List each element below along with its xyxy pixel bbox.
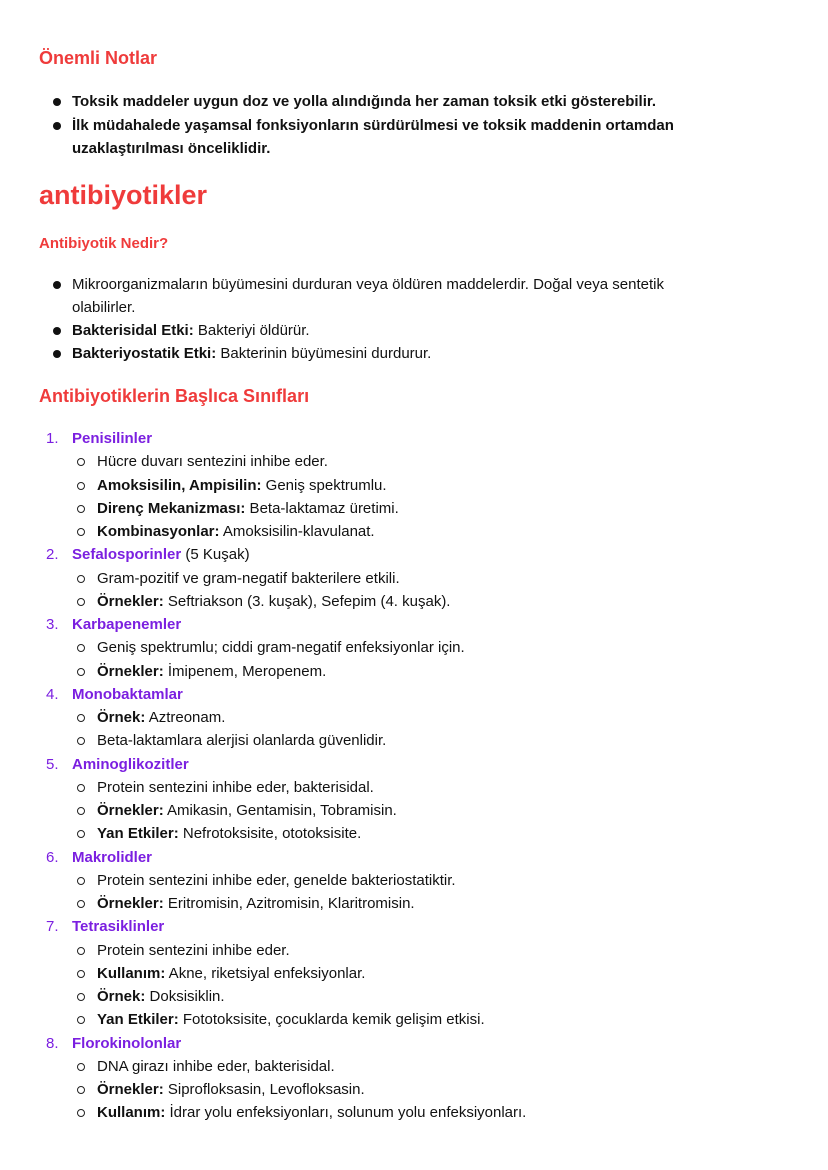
class-detail (97, 1080, 365, 1100)
detail-text: Hücre duvarı sentezini inhibe eder. (97, 453, 328, 471)
circle-bullet-icon (77, 947, 85, 955)
circle-bullet-icon (77, 970, 85, 978)
detail-text: İdrar yolu enfeksiyonları, solunum yolu enfeksiyonları. (165, 1104, 527, 1122)
detail-text: Seftriakson (3. kuşak), Sefepim (4. kuşak). (163, 592, 451, 610)
classes-heading: Antibiyotiklerin Başlıca Sınıfları (39, 386, 310, 406)
circle-bullet-icon (77, 458, 85, 466)
circle-bullet-icon (77, 1063, 85, 1071)
class-name: Aminoglikozitler (72, 755, 189, 773)
class-detail (97, 824, 361, 844)
circle-bullet-icon (77, 575, 85, 583)
class-number: 1. (46, 430, 59, 447)
bullet-icon (53, 350, 61, 358)
class-name: Makrolidler (72, 848, 153, 866)
circle-bullet-icon (77, 737, 85, 745)
definition-text: Mikroorganizmaların büyümesini durduran veya öldüren maddelerdir. Doğal veya sentetik (72, 276, 664, 293)
detail-label: Direnç Mekanizması: (97, 499, 246, 517)
detail-text: Siprofloksasin, Levofloksasin. (163, 1081, 365, 1098)
detail-text: Amikasin, Gentamisin, Tobramisin. (163, 802, 397, 819)
class-title (72, 615, 181, 635)
class-number: 5. (46, 755, 59, 773)
detail-label: Yan Etkiler: (97, 1011, 179, 1029)
what-heading: Antibiyotik Nedir? (39, 235, 169, 252)
detail-text: Akne, riketsiyal enfeksiyonlar. (165, 964, 366, 982)
class-detail (97, 871, 456, 891)
class-number: 4. (46, 685, 59, 703)
circle-bullet-icon (77, 505, 85, 513)
class-number: 8. (46, 1034, 59, 1052)
detail-text: Protein sentezini inhibe eder, bakterisidal. (97, 778, 374, 796)
circle-bullet-icon (77, 644, 85, 652)
circle-bullet-icon (77, 528, 85, 536)
detail-text: Nefrotoksisite, ototoksisite. (178, 825, 362, 843)
detail-text: Amoksisilin-klavulanat. (219, 523, 375, 540)
note-item: Toksik maddeler uygun doz ve yolla alındığında her zaman toksik etki gösterebilir. (72, 93, 657, 110)
detail-text: Fototoksisite, çocuklarda kemik gelişim etkisi. (178, 1011, 485, 1029)
class-detail (97, 1103, 526, 1123)
circle-bullet-icon (77, 1086, 85, 1094)
circle-bullet-icon (77, 807, 85, 815)
class-detail (97, 476, 387, 496)
class-detail (97, 964, 365, 984)
class-extra: (5 Kuşak) (181, 546, 250, 564)
class-detail (97, 987, 225, 1007)
bullet-icon (53, 98, 61, 106)
detail-label: Kullanım: (97, 964, 166, 982)
class-detail (97, 638, 465, 658)
bactericidal-text: Bakteriyi öldürür. (193, 322, 310, 339)
class-detail (97, 569, 400, 589)
class-detail (97, 522, 375, 542)
detail-label: Örnekler: (97, 895, 164, 912)
class-detail (97, 592, 450, 612)
bacteriostatic-item (72, 344, 431, 364)
detail-text: Beta-laktamaz üretimi. (245, 499, 399, 517)
class-name: Monobaktamlar (72, 685, 183, 703)
class-title (72, 545, 250, 565)
detail-label: Örnek: (97, 709, 146, 726)
detail-text: Geniş spektrumlu; ciddi gram-negatif enfeksiyonlar için. (97, 639, 465, 657)
detail-label: Amoksisilin, Ampisilin: (97, 476, 262, 494)
class-title (72, 917, 164, 937)
note-item-continuation: uzaklaştırılması önceliklidir. (72, 140, 271, 157)
definition-continuation: olabilirler. (72, 299, 136, 316)
class-title (72, 1034, 181, 1054)
bacteriostatic-label: Bakteriyostatik Etki: (72, 345, 217, 362)
detail-text: DNA girazı inhibe eder, bakterisidal. (97, 1057, 335, 1075)
class-detail (97, 1010, 485, 1030)
circle-bullet-icon (77, 900, 85, 908)
notes-heading: Önemli Notlar (39, 48, 158, 68)
class-detail (97, 731, 386, 751)
circle-bullet-icon (77, 598, 85, 606)
class-number: 3. (46, 616, 59, 633)
detail-text: Beta-laktamlara alerjisi olanlarda güvenlidir. (97, 732, 387, 750)
note-item: İlk müdahalede yaşamsal fonksiyonların sürdürülmesi ve toksik maddenin ortamdan (72, 117, 674, 134)
detail-text: Protein sentezini inhibe eder. (97, 941, 290, 959)
detail-text: Protein sentezini inhibe eder, genelde bakteriostatiktir. (97, 871, 456, 889)
detail-text: Eritromisin, Azitromisin, Klaritromisin. (163, 895, 415, 912)
class-title (72, 429, 152, 449)
page-title: antibiyotikler (39, 180, 208, 210)
circle-bullet-icon (77, 784, 85, 792)
class-detail (97, 452, 328, 472)
detail-label: Örnekler: (97, 592, 164, 610)
class-name: Karbapenemler (72, 616, 182, 633)
detail-label: Örnekler: (97, 1081, 164, 1098)
class-name: Penisilinler (72, 430, 153, 447)
bactericidal-item (72, 321, 310, 341)
class-number: 6. (46, 848, 59, 866)
detail-text: Geniş spektrumlu. (261, 476, 387, 494)
detail-text: Aztreonam. (145, 709, 226, 726)
detail-label: Örnekler: (97, 802, 164, 819)
circle-bullet-icon (77, 877, 85, 885)
class-detail (97, 894, 415, 914)
class-number: 7. (46, 918, 59, 936)
circle-bullet-icon (77, 1016, 85, 1024)
circle-bullet-icon (77, 482, 85, 490)
detail-text: Gram-pozitif ve gram-negatif bakterilere etkili. (97, 569, 400, 587)
detail-label: Kombinasyonlar: (97, 523, 220, 540)
bactericidal-label: Bakterisidal Etki: (72, 322, 194, 339)
class-detail (97, 708, 225, 728)
circle-bullet-icon (77, 830, 85, 838)
class-name: Sefalosporinler (72, 546, 182, 564)
class-name: Florokinolonlar (72, 1034, 182, 1052)
class-title (72, 685, 183, 705)
class-name: Tetrasiklinler (72, 918, 165, 936)
circle-bullet-icon (77, 1109, 85, 1117)
bullet-icon (53, 327, 61, 335)
class-title (72, 848, 152, 868)
bacteriostatic-text: Bakterinin büyümesini durdurur. (216, 345, 432, 362)
detail-label: Örnek: (97, 988, 146, 1005)
class-detail (97, 801, 397, 821)
class-detail (97, 941, 290, 961)
class-detail (97, 499, 399, 519)
circle-bullet-icon (77, 668, 85, 676)
class-detail (97, 778, 374, 798)
class-detail (97, 1057, 335, 1077)
class-detail (97, 662, 326, 682)
detail-label: Yan Etkiler: (97, 825, 179, 843)
bullet-icon (53, 281, 61, 289)
detail-text: İmipenem, Meropenem. (163, 662, 327, 680)
class-title (72, 755, 189, 775)
detail-label: Kullanım: (97, 1104, 166, 1122)
circle-bullet-icon (77, 993, 85, 1001)
class-number: 2. (46, 546, 59, 564)
circle-bullet-icon (77, 714, 85, 722)
detail-label: Örnekler: (97, 662, 164, 680)
detail-text: Doksisiklin. (145, 988, 225, 1005)
bullet-icon (53, 122, 61, 130)
